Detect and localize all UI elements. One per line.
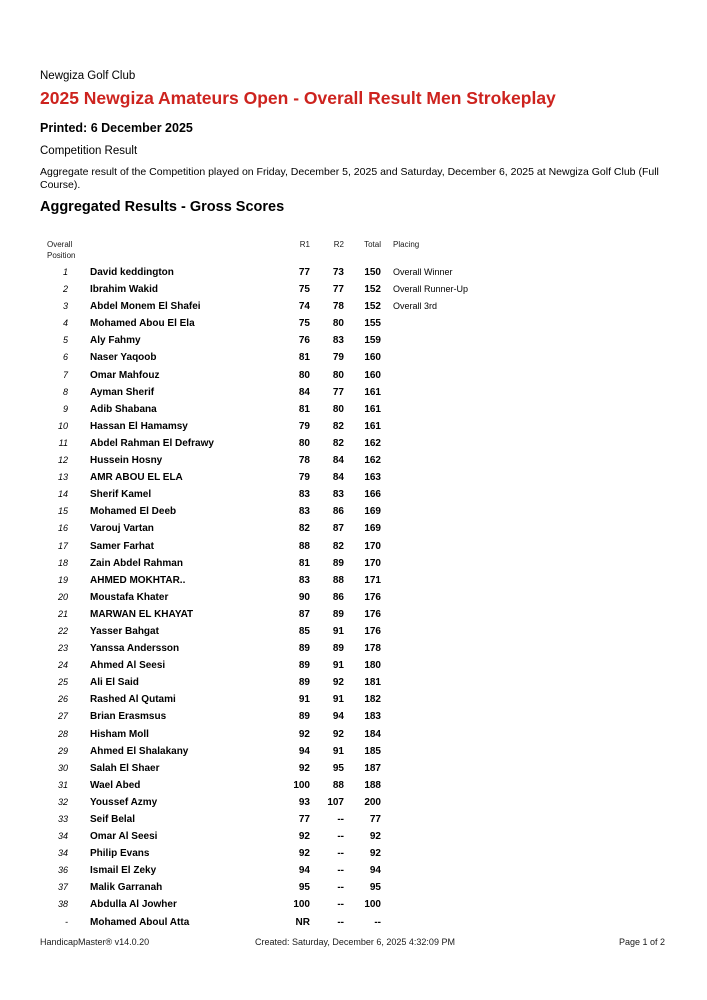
total-score-cell: 183 <box>364 711 381 723</box>
player-name-cell: Mohamed Abou El Ela <box>90 318 195 330</box>
round1-score-cell: 82 <box>298 523 310 535</box>
round2-score-cell: 92 <box>332 728 344 740</box>
round1-score-cell: 80 <box>298 369 310 381</box>
total-score-cell: 77 <box>369 814 381 825</box>
player-name-cell: Wael Abed <box>90 779 141 791</box>
round2-score-cell: 84 <box>332 472 344 484</box>
round2-score-cell: -- <box>337 831 344 843</box>
table-row <box>38 403 670 420</box>
table-row <box>38 574 670 591</box>
table-row <box>38 813 670 830</box>
competition-result-label: Competition Result <box>40 145 138 157</box>
table-row <box>38 830 670 847</box>
software-version: HandicapMaster® v14.0.20 <box>40 937 150 947</box>
position-cell: 5 <box>62 335 68 346</box>
position-cell: 29 <box>57 745 68 756</box>
position-cell: 15 <box>57 506 68 517</box>
player-name-cell: AHMED MOKHTAR.. <box>90 574 186 586</box>
position-cell: 34 <box>57 831 68 842</box>
table-row <box>38 488 670 505</box>
round1-score-cell: 83 <box>298 489 310 501</box>
round2-score-cell: -- <box>337 865 344 877</box>
table-row <box>38 659 670 676</box>
table-row <box>38 540 670 557</box>
round1-score-cell: 89 <box>298 677 310 689</box>
table-row <box>38 454 670 471</box>
round2-score-cell: 83 <box>332 335 344 347</box>
round1-score-cell: 85 <box>298 625 310 637</box>
round1-score-cell: 90 <box>298 591 310 603</box>
round2-score-cell: 91 <box>332 660 344 672</box>
round1-score-cell: 92 <box>298 728 310 740</box>
club-name: Newgiza Golf Club <box>40 70 136 82</box>
position-cell: 33 <box>57 814 68 824</box>
position-cell: 37 <box>57 882 68 893</box>
position-cell: 12 <box>57 455 68 466</box>
position-cell: 27 <box>57 711 68 722</box>
position-cell: 22 <box>57 625 68 636</box>
round2-score-cell: 88 <box>332 574 344 586</box>
round1-score-cell: 77 <box>298 814 310 825</box>
player-name-cell: Zain Abdel Rahman <box>90 557 183 569</box>
total-score-cell: 159 <box>364 335 381 347</box>
total-score-cell: 170 <box>364 557 381 569</box>
player-name-cell: Philip Evans <box>90 848 150 860</box>
round1-score-cell: 75 <box>298 318 310 330</box>
player-name-cell: Hussein Hosny <box>90 455 163 467</box>
round1-score-cell: 91 <box>298 694 310 706</box>
total-score-cell: 171 <box>364 574 381 586</box>
table-row <box>38 557 670 574</box>
section-heading: Aggregated Results - Gross Scores <box>40 199 285 215</box>
total-score-cell: 161 <box>364 420 381 432</box>
player-name-cell: Hassan El Hamamsy <box>90 420 188 432</box>
position-cell: 25 <box>57 677 68 688</box>
table-row <box>38 710 670 727</box>
position-cell: 32 <box>57 796 68 807</box>
player-name-cell: Adib Shabana <box>90 403 157 415</box>
round2-score-cell: 91 <box>332 745 344 757</box>
position-cell: 1 <box>62 267 68 277</box>
table-row <box>38 676 670 693</box>
table-row <box>38 847 670 864</box>
player-name-cell: Naser Yaqoob <box>90 352 157 364</box>
position-cell: 28 <box>57 728 68 739</box>
player-name-cell: Samer Farhat <box>90 540 154 552</box>
round1-score-cell: 81 <box>298 557 310 569</box>
column-header-position-line2: Position <box>47 250 76 260</box>
total-score-cell: 176 <box>364 608 381 620</box>
position-cell: 19 <box>57 574 68 585</box>
page-number: Page 1 of 2 <box>618 937 665 947</box>
round1-score-cell: 88 <box>298 540 310 552</box>
total-score-cell: 176 <box>364 625 381 637</box>
total-score-cell: 166 <box>364 489 381 501</box>
round2-score-cell: 73 <box>332 267 344 278</box>
table-row <box>38 351 670 368</box>
table-row <box>38 334 670 351</box>
round2-score-cell: 92 <box>332 677 344 689</box>
position-cell: 6 <box>62 352 68 363</box>
player-name-cell: Varouj Vartan <box>90 523 154 535</box>
round1-score-cell: 74 <box>298 301 310 313</box>
total-score-cell: 185 <box>364 745 381 757</box>
round1-score-cell: 92 <box>298 848 310 860</box>
round2-score-cell: 82 <box>332 437 344 449</box>
position-cell: 23 <box>57 643 68 654</box>
round1-score-cell: 79 <box>298 472 310 484</box>
table-row <box>38 369 670 386</box>
round2-score-cell: 86 <box>332 506 344 518</box>
table-row <box>38 608 670 625</box>
total-score-cell: 187 <box>364 762 381 774</box>
player-name-cell: Seif Belal <box>90 814 136 825</box>
column-header-name <box>90 240 270 261</box>
round1-score-cell: 78 <box>298 455 310 467</box>
position-cell: - <box>65 916 68 927</box>
position-cell: 4 <box>62 318 68 329</box>
report-title: 2025 Newgiza Amateurs Open - Overall Result Men Strokeplay <box>40 88 556 108</box>
table-row <box>38 300 670 317</box>
position-cell: 11 <box>58 437 68 448</box>
total-score-cell: 100 <box>364 899 381 911</box>
round2-score-cell: 87 <box>332 523 344 535</box>
table-row <box>38 266 670 283</box>
position-cell: 7 <box>62 369 68 380</box>
table-row <box>38 505 670 522</box>
round1-score-cell: 87 <box>298 608 310 620</box>
round2-score-cell: 82 <box>332 540 344 552</box>
table-row <box>38 625 670 642</box>
player-name-cell: Ahmed El Shalakany <box>90 745 189 757</box>
player-name-cell: Ali El Said <box>90 677 139 689</box>
player-name-cell: Ismail El Zeky <box>90 865 157 877</box>
round2-score-cell: 80 <box>332 318 344 330</box>
total-score-cell: 170 <box>364 540 381 552</box>
printed-date: Printed: 6 December 2025 <box>40 121 193 135</box>
table-row <box>38 437 670 454</box>
round2-score-cell: -- <box>337 899 344 911</box>
round2-score-cell: 86 <box>332 591 344 603</box>
round1-score-cell: 89 <box>298 660 310 672</box>
position-cell: 36 <box>57 865 68 876</box>
round2-score-cell: 89 <box>332 608 344 620</box>
total-score-cell: 94 <box>369 865 381 877</box>
round2-score-cell: 94 <box>332 711 344 723</box>
round1-score-cell: 100 <box>293 779 310 791</box>
round2-score-cell: 91 <box>332 625 344 637</box>
position-cell: 18 <box>57 557 68 568</box>
table-row <box>38 591 670 608</box>
player-name-cell: Omar Al Seesi <box>90 831 158 843</box>
table-row <box>38 745 670 762</box>
position-cell: 30 <box>57 762 68 773</box>
player-name-cell: Yasser Bahgat <box>90 625 159 637</box>
round1-score-cell: 93 <box>298 796 310 808</box>
total-score-cell: 180 <box>364 660 381 672</box>
player-name-cell: Rashed Al Qutami <box>90 694 176 706</box>
player-name-cell: Sherif Kamel <box>90 489 152 501</box>
total-score-cell: 161 <box>364 403 381 415</box>
player-name-cell: Ibrahim Wakid <box>90 284 158 296</box>
player-name-cell: Abdel Rahman El Defrawy <box>90 437 214 449</box>
column-header-r1: R1 <box>299 240 310 249</box>
round2-score-cell: 83 <box>332 489 344 501</box>
round2-score-cell: 77 <box>332 284 344 296</box>
position-cell: 21 <box>57 608 68 619</box>
position-cell: 31 <box>57 779 68 790</box>
total-score-cell: 163 <box>364 472 381 484</box>
player-name-cell: Mohamed El Deeb <box>90 506 177 518</box>
results-table <box>38 240 670 933</box>
round1-score-cell: 84 <box>298 386 310 398</box>
player-name-cell: Malik Garranah <box>90 882 163 894</box>
position-cell: 20 <box>57 591 68 602</box>
round1-score-cell: 77 <box>298 267 310 278</box>
total-score-cell: 160 <box>364 352 381 364</box>
table-row <box>38 522 670 539</box>
round2-score-cell: -- <box>337 848 344 860</box>
total-score-cell: 92 <box>369 831 381 843</box>
position-cell: 2 <box>62 284 68 295</box>
player-name-cell: Omar Mahfouz <box>90 369 160 381</box>
round1-score-cell: 80 <box>298 437 310 449</box>
player-name-cell: Ayman Sherif <box>90 386 155 398</box>
round1-score-cell: 92 <box>298 831 310 843</box>
total-score-cell: 152 <box>364 301 381 313</box>
player-name-cell: Youssef Azmy <box>90 796 158 808</box>
player-name-cell: Mohamed Aboul Atta <box>90 916 190 928</box>
round2-score-cell: 80 <box>332 403 344 415</box>
table-row <box>38 471 670 488</box>
position-cell: 17 <box>57 540 68 551</box>
placing-cell: Overall Runner-Up <box>393 284 469 295</box>
total-score-cell: 178 <box>364 643 381 655</box>
round1-score-cell: 100 <box>293 899 310 911</box>
round1-score-cell: 76 <box>298 335 310 347</box>
player-name-cell: Yanssa Andersson <box>90 643 180 655</box>
created-timestamp: Created: Saturday, December 6, 2025 4:32:09 PM <box>255 937 455 947</box>
column-header-position-line1: Overall <box>47 240 73 249</box>
round1-score-cell: 83 <box>298 506 310 518</box>
round1-score-cell: 89 <box>298 643 310 655</box>
table-row <box>38 762 670 779</box>
total-score-cell: 95 <box>369 882 381 894</box>
total-score-cell: 176 <box>364 591 381 603</box>
total-score-cell: 155 <box>364 318 381 330</box>
round1-score-cell: 79 <box>298 420 310 432</box>
round1-score-cell: 81 <box>298 352 310 364</box>
total-score-cell: 150 <box>364 267 381 278</box>
round1-score-cell: 95 <box>298 882 310 894</box>
position-cell: 13 <box>57 472 68 483</box>
total-score-cell: 181 <box>364 677 381 689</box>
column-header-position <box>38 240 76 261</box>
placing-cell: Overall Winner <box>393 267 453 277</box>
player-name-cell: AMR ABOU EL ELA <box>90 472 183 484</box>
round1-score-cell: NR <box>295 916 310 928</box>
table-body <box>38 266 670 933</box>
total-score-cell: 169 <box>364 506 381 518</box>
position-cell: 38 <box>57 899 68 910</box>
player-name-cell: Abdulla Al Jowher <box>90 899 177 911</box>
table-row <box>38 317 670 334</box>
table-row <box>38 386 670 403</box>
position-cell: 34 <box>57 848 68 859</box>
table-row <box>38 420 670 437</box>
round1-score-cell: 75 <box>298 284 310 296</box>
column-header-total: Total <box>364 240 381 249</box>
round1-score-cell: 83 <box>298 574 310 586</box>
round2-score-cell: 82 <box>332 420 344 432</box>
total-score-cell: 161 <box>364 386 381 398</box>
round1-score-cell: 92 <box>298 762 310 774</box>
table-row <box>38 864 670 881</box>
round2-score-cell: 91 <box>332 694 344 706</box>
player-name-cell: Brian Erasmsus <box>90 711 167 723</box>
placing-cell: Overall 3rd <box>393 301 438 312</box>
table-row <box>38 283 670 300</box>
position-cell: 26 <box>57 694 68 705</box>
column-header-r2: R2 <box>333 240 344 249</box>
total-score-cell: 160 <box>364 369 381 381</box>
round1-score-cell: 89 <box>298 711 310 723</box>
round2-score-cell: 107 <box>327 796 344 808</box>
round1-score-cell: 94 <box>298 745 310 757</box>
position-cell: 16 <box>57 523 68 534</box>
position-cell: 14 <box>57 489 68 500</box>
position-cell: 24 <box>57 660 68 671</box>
table-row <box>38 728 670 745</box>
table-row <box>38 693 670 710</box>
player-name-cell: Ahmed Al Seesi <box>90 660 166 672</box>
table-row <box>38 779 670 796</box>
total-score-cell: 188 <box>364 779 381 791</box>
player-name-cell: Salah El Shaer <box>90 762 160 774</box>
table-row <box>38 881 670 898</box>
round2-score-cell: 95 <box>332 762 344 774</box>
position-cell: 10 <box>57 420 68 431</box>
player-name-cell: Aly Fahmy <box>90 335 141 347</box>
total-score-cell: -- <box>374 916 381 928</box>
table-row <box>38 796 670 813</box>
total-score-cell: 152 <box>364 284 381 296</box>
column-header-placing: Placing <box>393 240 420 249</box>
round2-score-cell: 80 <box>332 369 344 381</box>
round2-score-cell: 89 <box>332 643 344 655</box>
position-cell: 3 <box>62 301 68 312</box>
round2-score-cell: 77 <box>332 386 344 398</box>
table-row <box>38 898 670 915</box>
round2-score-cell: 78 <box>332 301 344 313</box>
round2-score-cell: -- <box>337 814 344 825</box>
table-row <box>38 916 670 933</box>
player-name-cell: David keddington <box>90 267 174 278</box>
position-cell: 9 <box>62 403 68 414</box>
round2-score-cell: 88 <box>332 779 344 791</box>
total-score-cell: 200 <box>364 796 381 808</box>
competition-description: Aggregate result of the Competition played on Friday, December 5, 2025 and Saturday, December 6, 2025 at Newgiza Golf Club (Full Course). <box>40 166 659 191</box>
round2-score-cell: -- <box>337 882 344 894</box>
player-name-cell: MARWAN EL KHAYAT <box>90 608 194 620</box>
total-score-cell: 169 <box>364 523 381 535</box>
round2-score-cell: 79 <box>332 352 344 364</box>
table-row <box>38 642 670 659</box>
total-score-cell: 184 <box>364 728 381 740</box>
total-score-cell: 162 <box>364 455 381 467</box>
total-score-cell: 182 <box>364 694 381 706</box>
player-name-cell: Hisham Moll <box>90 728 149 740</box>
round2-score-cell: 89 <box>332 557 344 569</box>
table-header-row <box>38 240 670 261</box>
round2-score-cell: 84 <box>332 455 344 467</box>
total-score-cell: 162 <box>364 437 381 449</box>
round1-score-cell: 81 <box>298 403 310 415</box>
position-cell: 8 <box>62 386 68 397</box>
round1-score-cell: 94 <box>298 865 310 877</box>
total-score-cell: 92 <box>369 848 381 860</box>
player-name-cell: Moustafa Khater <box>90 591 169 603</box>
player-name-cell: Abdel Monem El Shafei <box>90 301 201 313</box>
round2-score-cell: -- <box>337 916 344 928</box>
